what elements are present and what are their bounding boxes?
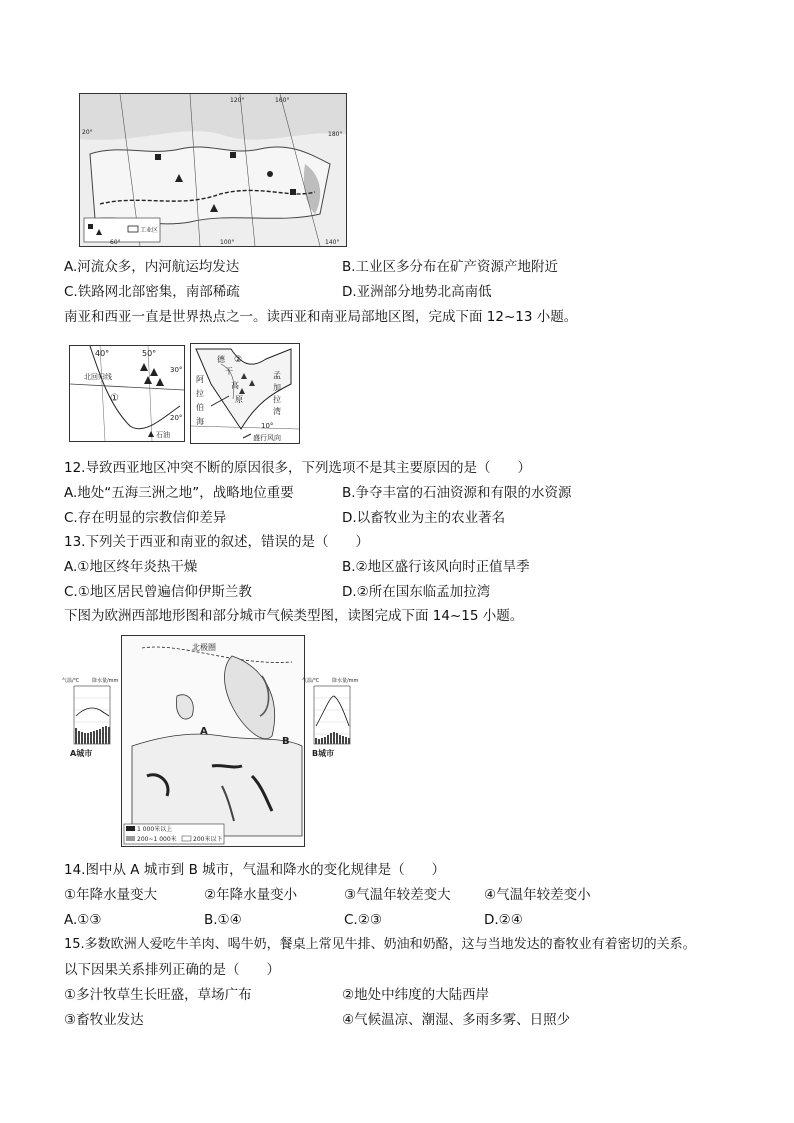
bengal-bay-label-4: 湾: [273, 407, 281, 416]
bengal-bay-label-2: 加: [273, 383, 281, 392]
lon-label-40: 40°: [95, 349, 110, 358]
q13-option-c[interactable]: C.①地区居民曾遍信仰伊斯兰教: [64, 584, 252, 600]
deccan-label-3: 高: [231, 381, 239, 390]
q15-stem-line-2: 以下因果关系排列正确的是（ ）: [64, 962, 280, 978]
q13-option-d[interactable]: D.②所在国东临孟加拉湾: [342, 584, 491, 600]
coal-symbol: [155, 154, 161, 160]
climate-a-temp-unit: 气温/℃: [62, 678, 80, 684]
scandinavia: [225, 656, 275, 739]
arabian-sea-label-2: 拉: [196, 389, 204, 398]
europe-map: [121, 635, 305, 847]
q15-statement-2: ②地处中纬度的大陆西岸: [342, 987, 490, 1003]
q14-stem: 14.图中从 A 城市到 B 城市，气温和降水的变化规律是（ ）: [64, 862, 446, 878]
map3-legend: [124, 824, 224, 844]
q13-stem: 13.下列关于西亚和南亚的叙述，错误的是（ ）: [64, 534, 369, 550]
city-b-marker: B: [282, 736, 290, 747]
q12-option-d[interactable]: D.以畜牧业为主的农业著名: [342, 510, 506, 526]
legend-low-label: 200米以下: [193, 836, 223, 843]
intro-14-15: 下图为欧洲西部地形图和部分城市气候类型图，读图完成下面 14~15 小题。: [64, 608, 524, 624]
alps: [212, 766, 242, 767]
climate-b-caption: B城市: [312, 749, 335, 758]
britain: [176, 695, 193, 719]
q14-statement-1: ①年降水量变大: [64, 887, 158, 903]
arabian-sea-label-3: 伯: [196, 403, 204, 412]
intro-12-13: 南亚和西亚一直是世界热点之一。读西亚和南亚局部地区图，完成下面 12~13 小题。: [64, 309, 578, 325]
q12-stem: 12.导致西亚地区冲突不断的原因很多，下列选项不是其主要原因的是（ ）: [64, 460, 531, 476]
q12-option-c[interactable]: C.存在明显的宗教信仰差异: [64, 510, 227, 526]
coal-symbol: [290, 189, 296, 195]
legend-wind-label: 盛行风向: [253, 434, 281, 442]
q11-option-a[interactable]: A.河流众多，内河航运均发达: [64, 259, 240, 275]
arctic-circle-label: 北极圈: [192, 643, 216, 652]
arctic-circle-line: [142, 647, 292, 662]
climate-a-caption: A城市: [70, 749, 93, 758]
q12-option-b[interactable]: B.争夺丰富的石油资源和有限的水资源: [342, 485, 572, 501]
bengal-bay-label-1: 孟: [273, 371, 281, 380]
q15-statement-4: ④气候温凉、潮湿、多雨多雾、日照少: [342, 1012, 571, 1028]
q14-option-c[interactable]: C.②③: [344, 912, 382, 928]
q14-statement-4: ④气温年较差变小: [484, 887, 591, 903]
deccan-label-1: 德: [217, 355, 225, 364]
q15-statement-1: ①多汁牧草生长旺盛，草场广布: [64, 987, 252, 1003]
lon-label-120: 120°: [230, 97, 245, 104]
tropic-line: [70, 384, 184, 390]
climate-b-temp-curve: [316, 696, 349, 726]
q14-option-b[interactable]: B.①④: [204, 912, 242, 928]
legend-mid-label: 200~1 000米: [137, 836, 177, 843]
south-asia-map: [190, 343, 300, 444]
q13-option-a[interactable]: A.①地区终年炎热干燥: [64, 559, 198, 575]
q11-option-c[interactable]: C.铁路网北部密集，南部稀疏: [64, 284, 240, 300]
lon-label-100: 100°: [220, 239, 235, 246]
q11-option-d[interactable]: D.亚洲部分地势北高南低: [342, 284, 492, 300]
west-asia-map: [69, 345, 185, 442]
deccan-label-2: 干: [225, 367, 233, 376]
q14-statement-2: ②年降水量变小: [204, 887, 298, 903]
region-1-label: ①: [110, 393, 119, 404]
lat-label-30: 30°: [170, 366, 183, 374]
climate-b-precip-unit: 降水量/mm: [332, 678, 359, 684]
lat-label-20: 20°: [170, 414, 183, 422]
region-2-label: ②: [234, 355, 243, 365]
climate-chart-a: [62, 676, 122, 758]
legend-oil-label: 石油: [156, 431, 170, 439]
lon-label-160: 160°: [275, 97, 290, 104]
q12-option-a[interactable]: A.地处“五海三洲之地”，战略地位重要: [64, 485, 294, 501]
land-outline: [90, 147, 330, 224]
q15-statement-3: ③畜牧业发达: [64, 1012, 144, 1028]
russia-map: [79, 93, 347, 247]
lon-label-50: 50°: [142, 349, 157, 358]
lon-label-180: 180°: [328, 131, 343, 138]
q14-statement-3: ③气温年较差变大: [344, 887, 451, 903]
lon-label-140: 140°: [325, 239, 340, 246]
q13-option-b[interactable]: B.②地区盛行该风向时正值旱季: [342, 559, 530, 575]
arabian-sea-label-4: 海: [196, 417, 204, 426]
q15-stem-line-1: 15.多数欧洲人爱吃牛羊肉、喝牛奶，餐桌上常见牛排、奶油和奶酪，这与当地发达的畜牧业有着密切的关系。: [64, 937, 696, 952]
lat-label-20: 20°: [82, 129, 93, 136]
deccan-label-4: 原: [235, 395, 243, 404]
city-a-marker: A: [200, 726, 208, 737]
legend-high-label: 1 000米以上: [137, 826, 173, 833]
q11-option-b[interactable]: B.工业区多分布在矿产资源产地附近: [342, 259, 559, 275]
climate-b-temp-unit: 气温/℃: [302, 678, 320, 684]
climate-a-precip-unit: 降水量/mm: [92, 678, 119, 684]
climate-chart-b: [302, 676, 362, 758]
q14-option-a[interactable]: A.①③: [64, 912, 102, 928]
coal-symbol: [230, 152, 236, 158]
map1-legend-label: 工业区: [140, 227, 159, 234]
iron-symbol: [267, 171, 273, 177]
lon-label-60: 60°: [110, 239, 121, 246]
q14-option-d[interactable]: D.②④: [484, 912, 523, 928]
bengal-bay-label-3: 拉: [273, 395, 281, 404]
climate-a-temp-curve: [76, 708, 109, 716]
arabian-sea-label-1: 阿: [196, 375, 204, 384]
lat-label-10: 10°: [261, 422, 274, 430]
tropic-label: 北回归线: [84, 373, 112, 381]
mainland-europe: [132, 734, 302, 836]
